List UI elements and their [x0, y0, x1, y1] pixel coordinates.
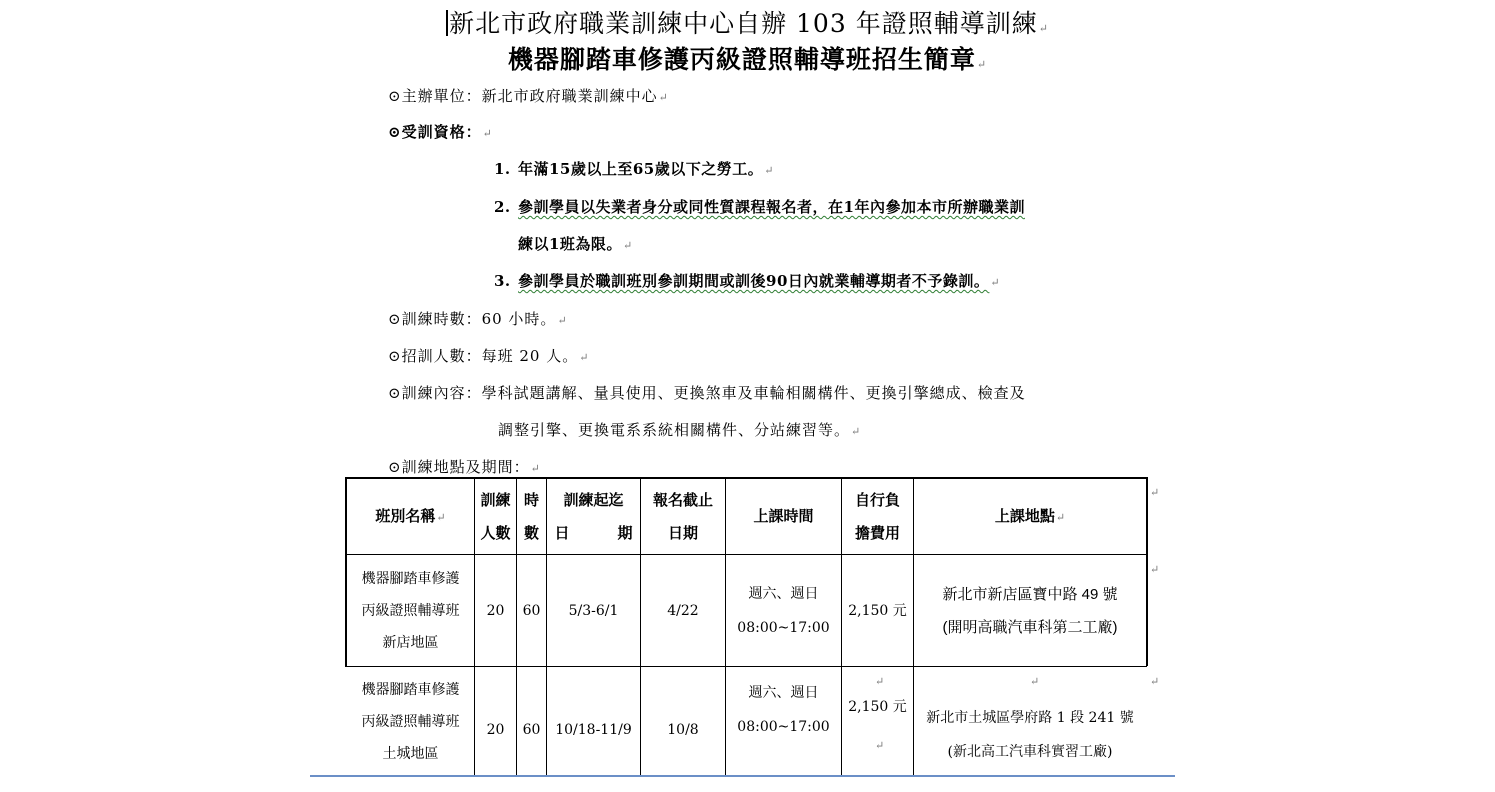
header-trainees	[475, 479, 516, 554]
eligibility-item-2	[494, 196, 1025, 217]
header-text: 上課時間	[753, 507, 814, 525]
cell-text: 丙級證照輔導班	[361, 602, 460, 619]
content-label: ⊙訓練內容：	[388, 384, 482, 402]
paragraph-mark: ↵	[764, 164, 774, 177]
document-title-line1	[0, 4, 1495, 40]
paragraph-mark: ↵	[851, 425, 862, 438]
eligibility-item-1	[494, 158, 774, 179]
header-period	[547, 479, 640, 554]
cell-text: 新北市新店區寶中路 49 號	[942, 585, 1118, 603]
cell-mark: ↵	[875, 739, 885, 752]
cell-text: 20	[486, 602, 505, 619]
page-bottom-rule	[310, 775, 1175, 777]
paragraph-mark: ↵	[530, 462, 541, 475]
row2-time	[726, 667, 841, 783]
cell-mark: ↵	[875, 675, 885, 688]
header-text: 時	[523, 490, 539, 509]
header-text: 期	[617, 523, 633, 542]
header-hours	[517, 479, 546, 554]
content-line-2	[498, 419, 861, 440]
header-location	[914, 479, 1146, 554]
organizer-text: ⊙主辦單位：新北市政府職業訓練中心	[388, 87, 658, 105]
header-fee	[842, 479, 913, 554]
cell-text: 08:00~17:00	[737, 619, 830, 636]
row2-hours	[517, 667, 546, 792]
header-text: 班別名稱	[375, 507, 436, 525]
row1-fee	[842, 555, 913, 666]
eligibility-label	[388, 121, 493, 142]
item-number: 2.	[494, 198, 511, 216]
row1-hours	[517, 555, 546, 666]
cell-text: 週六、週日	[748, 585, 819, 602]
header-text: 日	[554, 523, 570, 542]
row1-location	[914, 555, 1146, 666]
paragraph-mark: ↵	[990, 276, 1001, 289]
eligibility-label-text: ⊙受訓資格：	[388, 123, 482, 141]
row2-deadline	[641, 667, 725, 792]
row1-period	[547, 555, 640, 666]
row1-class-name	[347, 555, 474, 666]
content-text-1: 學科試題講解、量具使用、更換煞車及車輪相關構件、更換引擎總成、檢查及	[481, 384, 1026, 402]
cell-text: 2,150 元	[848, 602, 907, 619]
header-text: 上課地點	[994, 507, 1055, 525]
paragraph-mark: ↵	[622, 239, 633, 252]
header-class-name	[347, 479, 474, 554]
item-number: 1.	[494, 160, 511, 178]
cell-text: 08:00~17:00	[737, 719, 830, 735]
header-time	[726, 479, 841, 554]
cell-text: 60	[522, 721, 541, 738]
cell-text: 60	[522, 602, 541, 619]
item-text: 年滿15歲以上至65歲以下之勞工。	[518, 160, 764, 178]
cell-text: 機器腳踏車修護	[361, 570, 460, 587]
paragraph-mark: ↵	[482, 127, 493, 140]
paragraph-mark: ↵	[1038, 22, 1049, 35]
item-text: 練以1班為限。	[518, 235, 622, 253]
cell-text: 新北市土城區學府路 1 段 241 號	[926, 710, 1134, 726]
title-text-1: 新北市政府職業訓練中心自辦 103 年證照輔導訓練	[449, 9, 1038, 38]
row2-trainees	[475, 667, 516, 792]
enrollment-text: ⊙招訓人數：每班 20 人。	[388, 347, 579, 365]
cell-text: 5/3-6/1	[568, 602, 619, 619]
text-cursor	[446, 10, 448, 36]
header-text: 訓練	[480, 490, 511, 509]
item-text: 參訓學員以失業者身分或同性質課程報名者，在1年內參加本市所辦職業訓	[518, 198, 1025, 216]
cell-text: 丙級證照輔導班	[361, 714, 460, 730]
row-end-mark: ↵	[1150, 486, 1160, 499]
eligibility-item-2-cont	[494, 233, 633, 254]
header-text: 訓練起迄	[563, 490, 624, 509]
cell-mark: ↵	[1030, 675, 1040, 688]
paragraph-mark: ↵	[579, 351, 590, 364]
enrollment-line	[388, 345, 589, 366]
cell-text: (新北高工汽車科實習工廠)	[947, 744, 1113, 760]
content-text-2: 調整引擎、更換電系系統相關構件、分站練習等。	[498, 421, 851, 439]
location-label: ⊙訓練地點及期間：	[388, 458, 530, 476]
row1-deadline	[641, 555, 725, 666]
cell-text: 週六、週日	[748, 685, 819, 701]
paragraph-mark: ↵	[1055, 511, 1066, 524]
row-end-mark: ↵	[1150, 563, 1160, 576]
hours-line	[388, 308, 568, 329]
header-text: 擔費用	[854, 523, 900, 542]
document-title-line2	[0, 40, 1495, 76]
cell-text: (開明高職汽車科第二工廠)	[942, 618, 1118, 636]
cell-text: 2,150 元	[848, 699, 907, 715]
row2-class-name	[347, 667, 474, 783]
header-deadline	[641, 479, 725, 554]
header-text: 報名截止	[652, 490, 713, 509]
cell-text: 10/8	[667, 721, 699, 738]
eligibility-item-3	[494, 270, 1000, 291]
organizer-line	[388, 85, 669, 106]
cell-text: 4/22	[667, 602, 699, 619]
paragraph-mark: ↵	[557, 314, 568, 327]
paragraph-mark: ↵	[976, 58, 988, 71]
item-text: 參訓學員於職訓班別參訓期間或訓後90日內就業輔導期者不予錄訓。	[518, 272, 990, 290]
row2-period	[547, 667, 640, 792]
header-text: 數	[523, 523, 539, 542]
cell-text: 土城地區	[382, 746, 439, 762]
row1-time	[726, 555, 841, 666]
cell-text: 新店地區	[382, 634, 439, 651]
title-text-2: 機器腳踏車修護丙級證照輔導班招生簡章	[507, 45, 976, 74]
content-line-1	[388, 382, 1026, 403]
item-number: 3.	[494, 272, 511, 290]
cell-text: 20	[486, 721, 505, 738]
cell-text: 10/18-11/9	[555, 721, 632, 738]
location-label-line	[388, 456, 541, 477]
row-end-mark: ↵	[1150, 675, 1160, 688]
header-text: 自行負	[854, 490, 900, 509]
header-text: 人數	[480, 523, 511, 542]
hours-text: ⊙訓練時數：60 小時。	[388, 310, 557, 328]
header-text: 日期	[667, 523, 698, 542]
cell-text: 機器腳踏車修護	[361, 682, 460, 698]
row1-trainees	[475, 555, 516, 666]
paragraph-mark: ↵	[436, 511, 446, 524]
paragraph-mark: ↵	[658, 91, 669, 104]
